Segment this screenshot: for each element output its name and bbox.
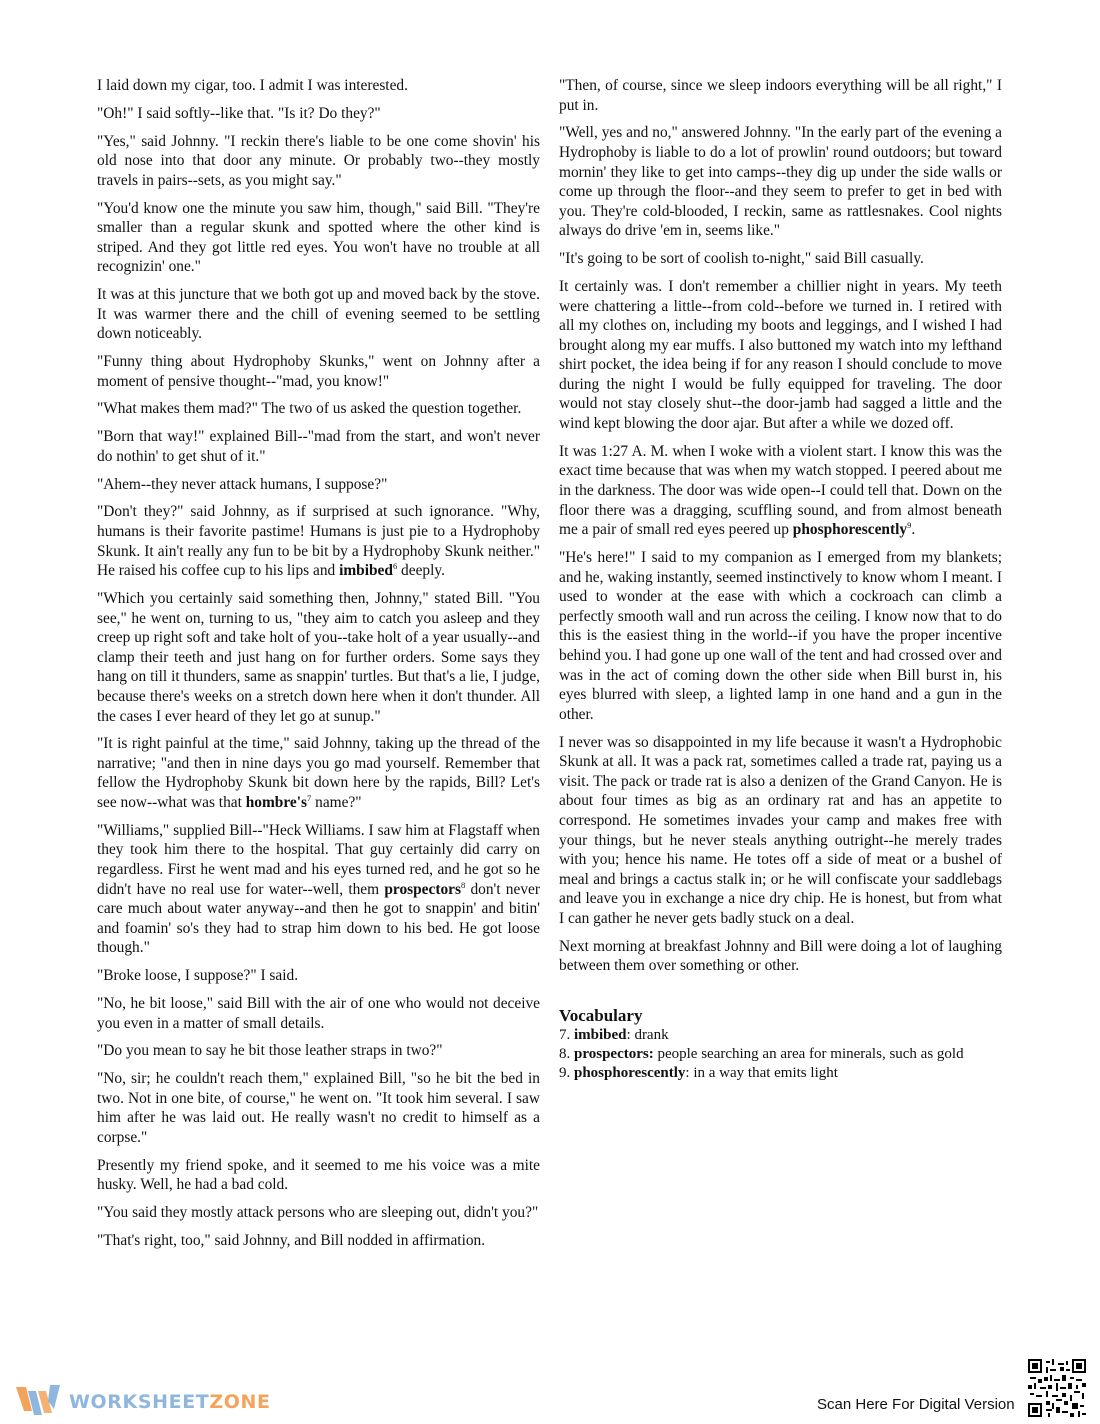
- paragraph-text: Presently my friend spoke, and it seemed to me his voice was a mite husky. Well, he had a bad cold.: [97, 1156, 540, 1194]
- paragraph-text: "What makes them mad?" The two of us asked the question together.: [97, 400, 522, 418]
- paragraph-text: "That's right, too," said Johnny, and Bill nodded in affirmation.: [97, 1231, 486, 1249]
- paragraph-text: "Ahem--they never attack humans, I suppose?": [97, 475, 388, 493]
- paragraph: [97, 966, 540, 986]
- paragraph-text: "It is right painful at the time," said Johnny, taking up the thread of the narrative; "and then in nine days you go mad yourself. Remember that fellow the Hydrophoby Skunk bit down here by the rapids, Bill? Let's see now--what was that: [97, 735, 540, 812]
- brand-name: [69, 1391, 271, 1413]
- paragraph-text: It was at this juncture that we both got up and moved back by the stove. It was warmer there and the chill of evening seemed to be settling down noticeably.: [97, 286, 540, 343]
- vocabulary-heading: Vocabulary: [559, 1005, 643, 1025]
- paragraph-text: "Don't they?" said Johnny, as if surprised at such ignorance. "Why, humans is their favorite pastime! Humans is just pie to a Hydrophoby Skunk. It ain't really any fun to be bit by a Hydrophoby Skunk neither." He raised his coffee cup to his lips and: [97, 503, 540, 580]
- paragraph-text: "You said they mostly attack persons who are sleeping out, didn't you?": [97, 1204, 539, 1222]
- vocab-word: phosphorescently: [792, 521, 908, 539]
- vocab-separator: :: [626, 1026, 631, 1043]
- paragraph: [97, 475, 540, 495]
- scan-caption: Scan Here For Digital Version: [817, 1396, 1015, 1413]
- paragraph-text: don't never care much about water anyway--and then he got to snappin' and bitin' and foamin' so's they had to strap him down to his bed. He got loose though.": [97, 880, 540, 957]
- vocab-term: imbibed: [574, 1026, 627, 1043]
- paragraph-text: "No, sir; he couldn't reach them," explained Bill, "so he bit the bed in two. Not in one bite, of course," he went on. "It took him several. I saw him after he was laid out. He really wasn't no credit to himself as a corpse.": [97, 1070, 540, 1146]
- vocabulary-list: [559, 1026, 1002, 1083]
- paragraph: [97, 352, 540, 391]
- paragraph: [97, 104, 540, 124]
- paragraph: [559, 548, 1002, 724]
- worksheetzone-logo-icon: [14, 1383, 62, 1421]
- qr-code-icon[interactable]: [1028, 1359, 1086, 1417]
- paragraph-text: "Which you certainly said something then, Johnny," stated Bill. "You see," he went on, turning to us, "they aim to catch you asleep and they creep up right soft and take holt of you--take holt of a year usually--and clamp their teeth and just hang on for further orders. Some says they hang on till it thunders, same as snappin' turtles. But that's a lie, I judge, because there's weeks on a stretch down here when it don't thunder. All the cases I ever heard of they let go at sunup.": [97, 589, 540, 725]
- paragraph: [97, 1041, 540, 1061]
- vocab-number: 7.: [559, 1026, 574, 1043]
- vocabulary-item: [559, 1026, 1002, 1045]
- paragraph: [559, 733, 1002, 929]
- paragraph-text: "Well, yes and no," answered Johnny. "In the early part of the evening a Hydrophoby is liable to do a lot of prowlin' round outdoors; but toward mornin' they like to get into camps--they dig up under the side walls or come up through the floor--and they seem to prefer to get in bed with you. They're cold-blooded, I reckin, same as rattlesnakes. Cool nights always do drive 'em in, seems like.": [559, 124, 1002, 240]
- paragraph-text: deeply.: [397, 562, 445, 580]
- paragraph: [97, 76, 540, 96]
- vocabulary-item: [559, 1064, 1002, 1083]
- right-text-column: [559, 76, 1002, 1083]
- paragraph-text: "Funny thing about Hydrophoby Skunks," went on Johnny after a moment of pensive thought--"mad, you know!": [97, 353, 540, 390]
- paragraph: [97, 1203, 540, 1223]
- paragraph: [559, 277, 1002, 434]
- left-text-column: [97, 76, 540, 1259]
- vocab-word: hombre's: [245, 794, 308, 812]
- worksheetzone-logo[interactable]: [14, 1382, 271, 1422]
- paragraph-text: "Oh!" I said softly--like that. "Is it? Do they?": [97, 104, 381, 122]
- paragraph-text: "Then, of course, since we sleep indoors everything will be all right," I put in.: [559, 77, 1002, 114]
- paragraph: [97, 427, 540, 466]
- vocab-word: prospectors: [384, 880, 461, 898]
- vocab-term: phosphorescently: [574, 1064, 686, 1081]
- paragraph: [97, 502, 540, 580]
- footnote-marker: 9: [907, 520, 912, 531]
- paragraph-text: I never was so disappointed in my life because it wasn't a Hydrophobic Skunk at all. It was a pack rat, sometimes called a trade rat, paying us a visit. The pack or trade rat is also a denizen of the Grand Canyon. He is about four times as big as an ordinary rat and has an appetite to correspond. He sometimes invades your camp and makes free with your things, but he never steals anything outright--he merely trades with you; hence his name. He totes off a side of meat or a bushel of meal and brings a cactus stalk in; or he will confiscate your saddlebags and leave you in exchange a nice dry chip. He is honest, but from what I can gather he never gets badly stuck on a deal.: [559, 733, 1002, 927]
- paragraph-text: It was 1:27 A. M. when I woke with a violent start. I know this was the exact time because that was when my watch stopped. I peered about me in the darkness. The door was wide open--I could tell that. Down on the floor there was a dragging, scuffling sound, and from almost beneath me a pair of small red eyes peered up: [559, 442, 1002, 539]
- vocab-number: 8.: [559, 1045, 574, 1062]
- paragraph: [97, 132, 540, 191]
- paragraph: [97, 1069, 540, 1147]
- paragraph: [97, 994, 540, 1033]
- paragraph-text: "No, he bit loose," said Bill with the air of one who would not deceive you even in a matter of small details.: [97, 994, 540, 1032]
- paragraph: [559, 123, 1002, 241]
- paragraph-text: "He's here!" I said to my companion as I emerged from my blankets; and he, waking instantly, seemed instinctively to know whom I meant. I used to wonder at the ease with which a cockroach can climb a perfectly smooth wall and run across the ceiling. I know now that to do this is the easiest thing in the world--if you have the proper incentive behind you. I had gone up one wall of the tent and had crossed over and was in the act of coming down the other side when Bill burst in, his eyes blurred with sleep, a lighted lamp in one hand and a gun in the other.: [559, 549, 1002, 723]
- paragraph: [97, 589, 540, 726]
- paragraph: [559, 76, 1002, 115]
- paragraph: [97, 285, 540, 344]
- vocab-definition: in a way that emits light: [689, 1064, 838, 1081]
- paragraph-text: "Do you mean to say he bit those leather straps in two?": [97, 1042, 443, 1060]
- paragraph-text: .: [911, 521, 916, 539]
- paragraph-text: "Yes," said Johnny. "I reckin there's liable to be one come shovin' his old nose into that door any minute. Or probably two--they mostly travels in pairs--sets, as you might say.": [97, 132, 540, 189]
- paragraph: [559, 937, 1002, 976]
- vocab-definition: drank: [630, 1026, 669, 1043]
- paragraph-text: "It's going to be sort of coolish to-night," said Bill casually.: [559, 250, 924, 268]
- vocab-definition: people searching an area for minerals, such as gold: [653, 1045, 964, 1062]
- brand-name-part1: WORKSHEET: [69, 1391, 210, 1413]
- vocabulary-item: [559, 1045, 1002, 1064]
- paragraph: [97, 821, 540, 958]
- vocab-word: imbibed: [339, 562, 393, 580]
- paragraph-text: I laid down my cigar, too. I admit I was interested.: [97, 77, 408, 94]
- paragraph: [97, 399, 540, 419]
- right-paragraphs: [559, 76, 1002, 976]
- brand-name-part2: ZONE: [209, 1391, 271, 1413]
- paragraph: [559, 249, 1002, 269]
- vocab-separator: :: [685, 1064, 690, 1081]
- paragraph: [97, 199, 540, 277]
- footnote-marker: 6: [392, 561, 398, 572]
- paragraph-text: name?": [311, 794, 362, 812]
- paragraph: [97, 1231, 540, 1251]
- paragraph-text: "Born that way!" explained Bill--"mad from the start, and won't never do nothin' to get shut of it.": [97, 428, 540, 465]
- paragraph-text: "Broke loose, I suppose?" I said.: [97, 967, 299, 985]
- paragraph: [97, 734, 540, 812]
- vocab-number: 9.: [559, 1064, 574, 1081]
- paragraph: [559, 442, 1002, 540]
- paragraph-text: Next morning at breakfast Johnny and Bill were doing a lot of laughing between them over something or other.: [559, 937, 1002, 975]
- paragraph-text: "Williams," supplied Bill--"Heck Williams. I saw him at Flagstaff when they took him there to the hospital. That guy certainly did carry on regardless. First he went mad and his eyes turned red, and he got so he didn't have no real use for water--well, them: [97, 821, 540, 898]
- paragraph-text: "You'd know one the minute you saw him, though," said Bill. "They're smaller than a regular skunk and spotted where the other kind is striped. And they got little red eyes. You won't have no trouble at all recognizin' one.": [97, 199, 540, 276]
- vocab-term: prospectors:: [574, 1045, 654, 1062]
- footnote-marker: 7: [307, 792, 312, 803]
- paragraph-text: It certainly was. I don't remember a chillier night in years. My teeth were chattering a little--from cold--before we turned in. I retired with all my clothes on, including my boots and leggings, and I wished I had brought along my ear muffs. I also buttoned my watch into my lefthand shirt pocket, the idea being if for any reason I should conclude to move during the night I would be fully equipped for traveling. The door would not stay closely shut--the door-jamb had sagged a little and the wind kept blowing the door ajar. But after a while we dozed off.: [559, 277, 1002, 433]
- footnote-marker: 8: [461, 879, 466, 890]
- paragraph: [97, 1156, 540, 1195]
